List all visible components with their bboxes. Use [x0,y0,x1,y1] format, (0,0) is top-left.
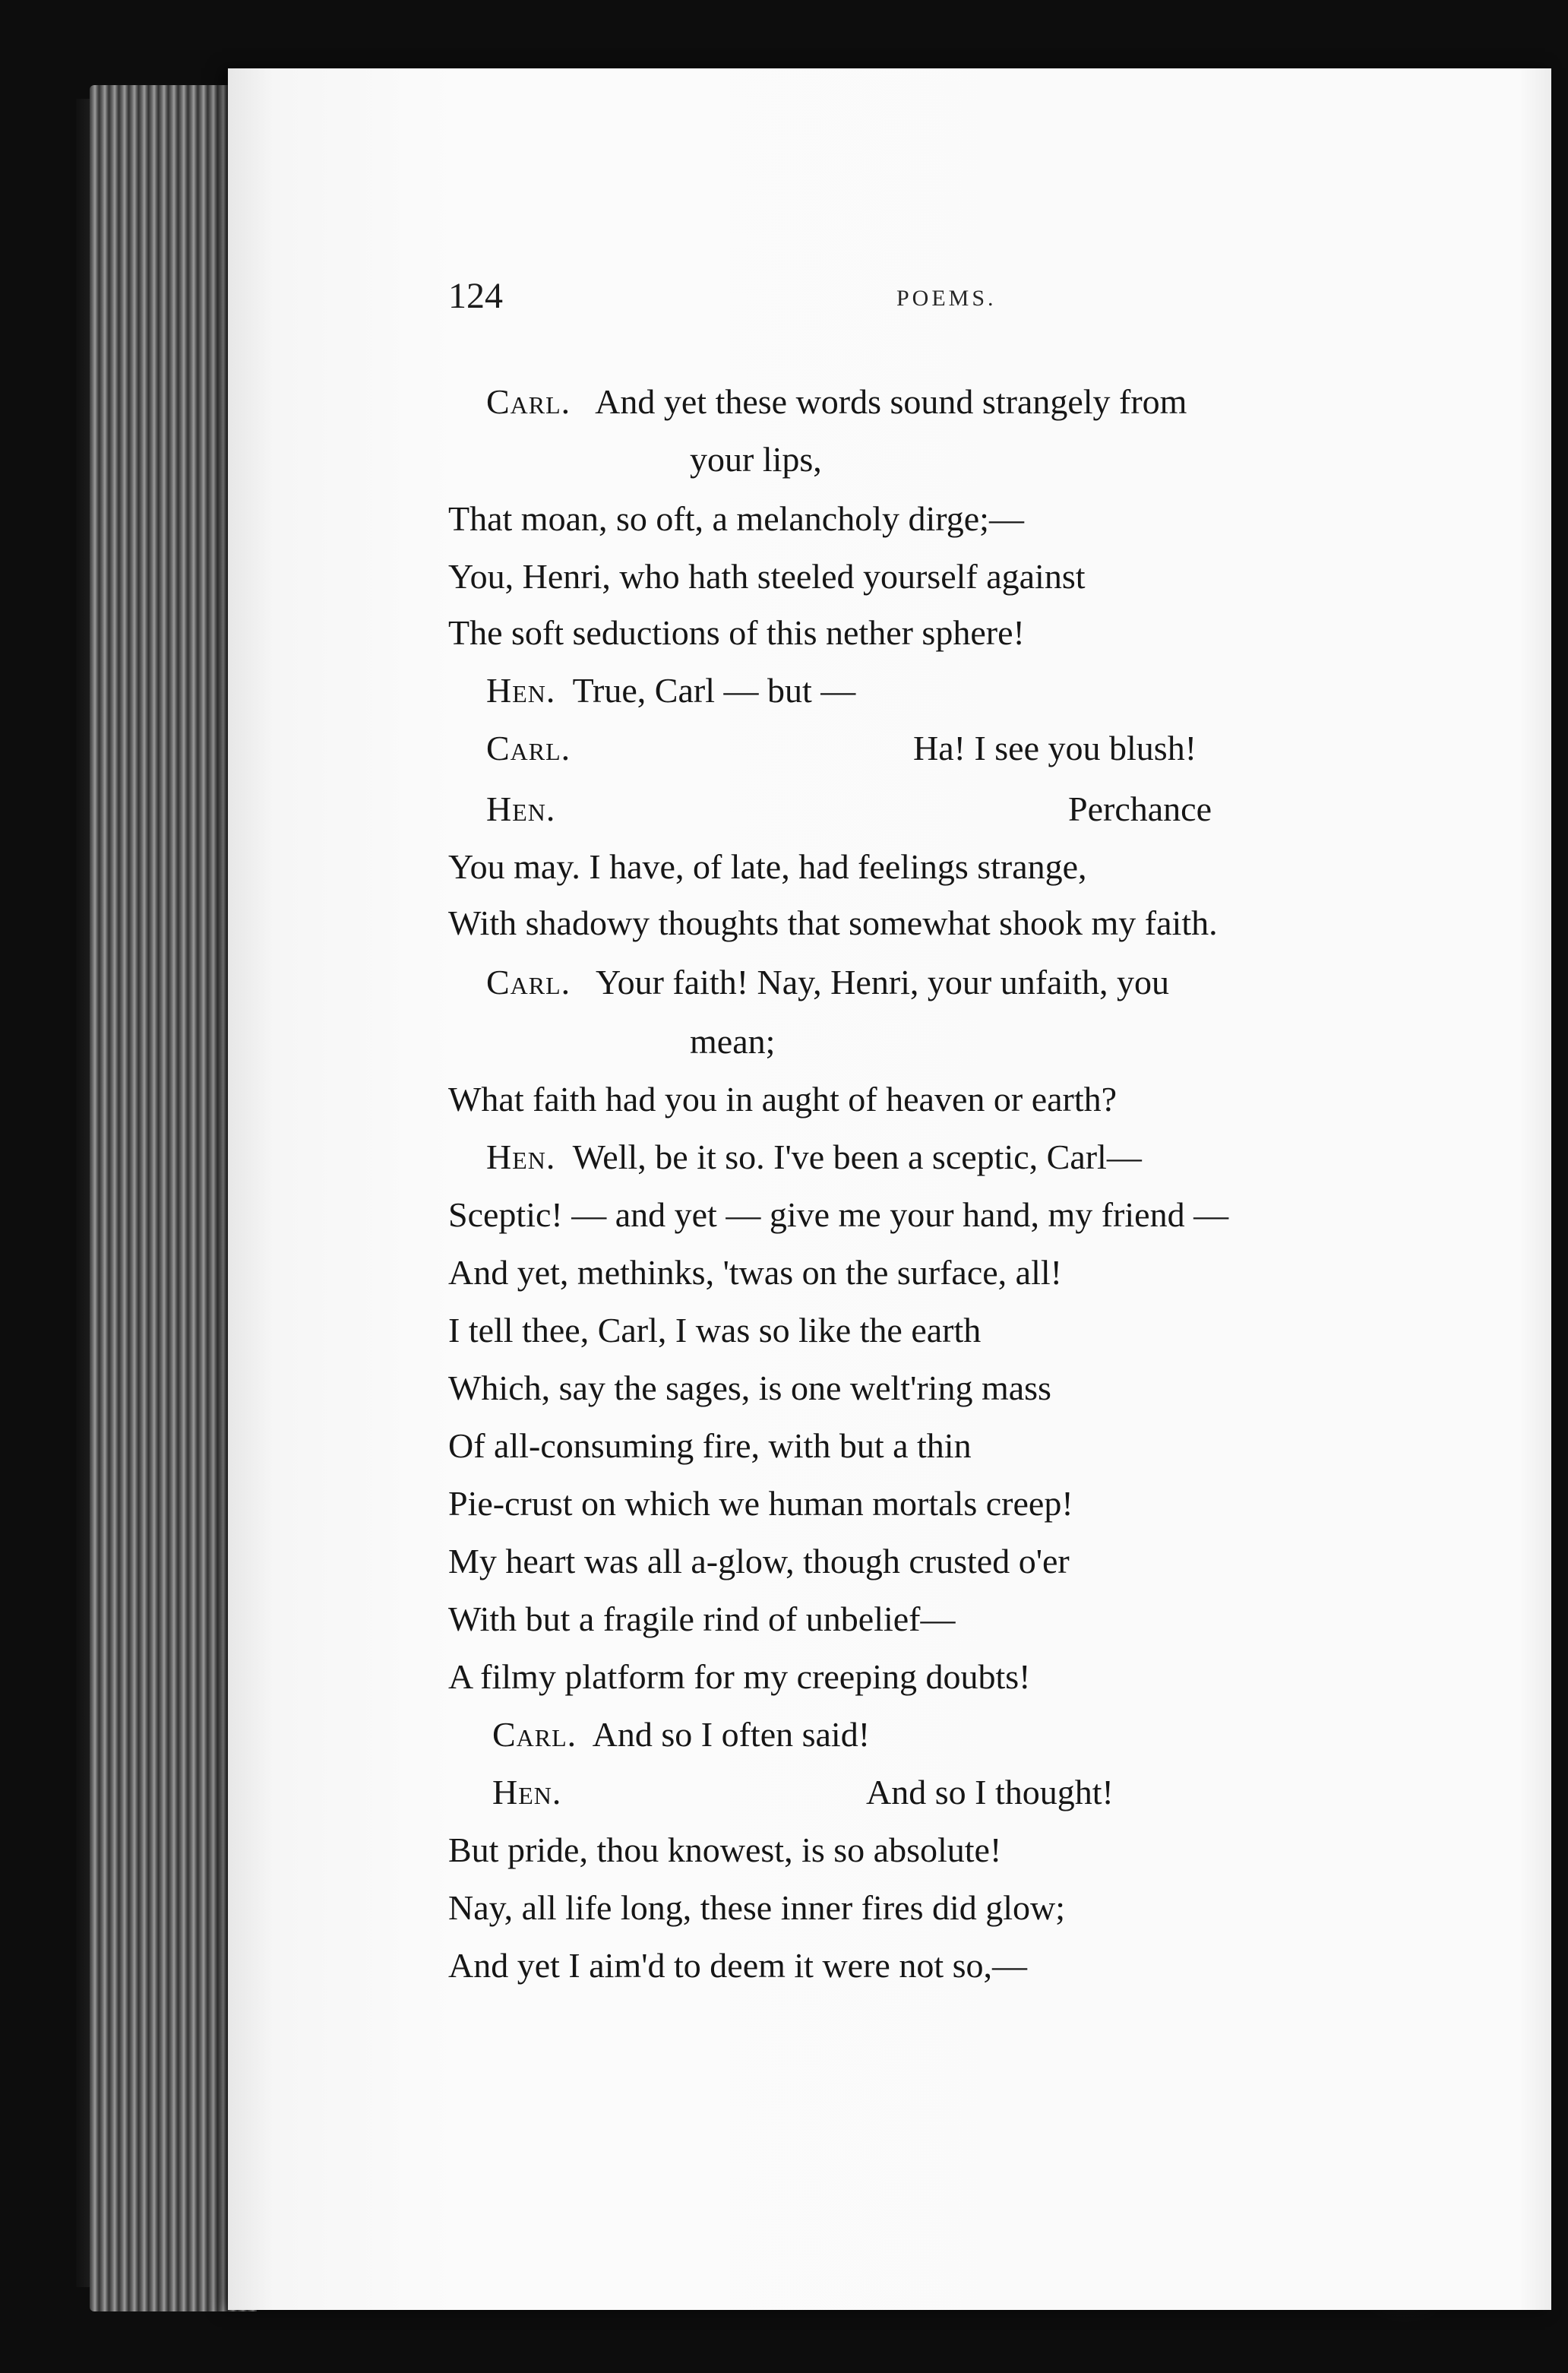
verse-line [486,384,1187,419]
line-text: And yet these words sound strangely from [595,382,1187,421]
line-text: Of all-consuming fire, with but a thin [448,1426,972,1465]
verse-line [448,1544,1070,1579]
verse-line [448,903,1218,942]
page-number: 124 [448,276,503,316]
verse-line [448,1426,972,1465]
line-text: Pie-crust on which we human mortals creep! [448,1484,1073,1523]
line-text: A filmy platform for my creeping doubts! [448,1657,1031,1696]
verse-line [690,442,822,477]
line-text: That moan, so oft, a melancholy dirge;— [448,499,1024,538]
speaker-name: Hen. [486,789,556,828]
speaker-name: Hen. [486,1137,556,1176]
line-text: Ha! I see you blush! [913,729,1197,767]
speaker-name: Hen. [492,1773,562,1811]
verse-line [492,1717,870,1752]
speaker-name: Carl. [492,1715,577,1754]
verse-line [486,673,855,708]
line-text: And yet I aim'd to deem it were not so,— [448,1946,1028,1985]
line-text: And so I often said! [592,1715,871,1754]
verse-line [448,1890,1065,1925]
line-text: Which, say the sages, is one welt'ring mass [448,1368,1051,1407]
line-text: your lips, [690,440,822,479]
line-text: Well, be it so. I've been a sceptic, Carl— [572,1137,1142,1176]
verse-line [448,847,1087,886]
verse-line [690,1024,775,1059]
page-header [448,275,1026,328]
speaker-name: Carl. [486,729,571,767]
verse-line [448,1082,1117,1117]
line-text: Nay, all life long, these inner fires did glow; [448,1888,1066,1927]
verse-line [486,789,556,828]
line-text: The soft seductions of this nether sphere! [448,613,1025,652]
verse-line-continuation [866,1775,1114,1810]
verse-line [448,615,1025,650]
line-text: With but a fragile rind of unbelief— [448,1599,956,1638]
verse-line [486,965,1169,1000]
line-text: You may. I have, of late, had feelings strange, [448,847,1087,886]
speaker-name: Hen. [486,671,556,710]
line-text: Sceptic! — and yet — give me your hand, my friend — [448,1195,1229,1234]
verse-line-continuation [1068,789,1212,828]
line-text: With shadowy thoughts that somewhat shook my faith. [448,903,1218,942]
line-text: And yet, methinks, 'twas on the surface, all! [448,1253,1062,1292]
verse-line [448,1195,1229,1234]
line-text: My heart was all a-glow, though crusted o'er [448,1542,1070,1580]
line-text: mean; [690,1022,776,1061]
verse-line [448,1657,1031,1696]
line-text: What faith had you in aught of heaven or earth? [448,1080,1118,1118]
line-text: Your faith! Nay, Henri, your unfaith, you [595,963,1170,1001]
verse-line [492,1775,561,1810]
verse-line [448,1255,1062,1290]
verse-line [486,731,571,766]
line-text: And so I thought! [866,1773,1114,1811]
verse-line [448,1948,1027,1983]
speaker-name: Carl. [486,963,571,1001]
verse-line [448,1368,1051,1407]
running-head: POEMS. [896,286,997,311]
verse-line [448,1313,981,1348]
verse-line [486,1137,1142,1176]
verse-line [448,1486,1073,1521]
line-text: Perchance [1068,789,1212,828]
line-text: But pride, thou knowest, is so absolute! [448,1830,1002,1869]
verse-line [448,501,1024,536]
line-text: True, Carl — but — [572,671,856,710]
line-text: You, Henri, who hath steeled yourself against [448,557,1086,596]
speaker-name: Carl. [486,382,571,421]
verse-line [448,559,1086,594]
line-text: I tell thee, Carl, I was so like the earth [448,1311,982,1349]
verse-line [448,1830,1002,1869]
verse-line-continuation [913,731,1197,766]
verse-line [448,1599,956,1638]
